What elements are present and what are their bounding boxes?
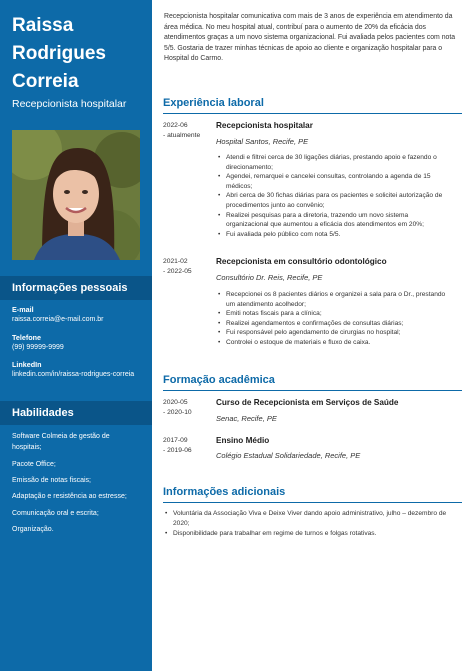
skill-item: Emissão de notas fiscais; (12, 477, 91, 484)
contact-label-email: E-mail (12, 305, 34, 314)
contact-value-linkedin: linkedin.com/in/raissa-rodrigues-correia (12, 371, 135, 378)
education-school: Colégio Estadual Solidariedade, Recife, PE (216, 451, 361, 460)
education-title: Curso de Recepcionista em Serviços de Saúde (216, 398, 399, 407)
experience-divider (163, 113, 462, 114)
skill-item: Comunicação oral e escrita; (12, 510, 99, 517)
additional-divider (163, 502, 462, 503)
additional-item: • Voluntária da Associação Viva e Deixe Viver dando apoio administrativo, julho – dezembro de 2020; (163, 509, 453, 529)
education-dates (163, 398, 211, 418)
contact-value-phone: (99) 99999-9999 (12, 344, 64, 351)
name-line-1: Raissa (12, 15, 74, 36)
job-bullet: • Fui avaliada pelo público com nota 5/5. (216, 230, 452, 240)
name-line-3: Correia (12, 71, 79, 92)
education-date-end: - 2019-06 (163, 447, 192, 454)
job-title: Recepcionista hospitalar (216, 121, 313, 130)
skill-item: Organização. (12, 526, 54, 533)
job-employer: Hospital Santos, Recife, PE (216, 137, 309, 146)
education-dates (163, 436, 211, 456)
profile-photo (12, 130, 140, 260)
job-bullets (216, 290, 452, 348)
job-bullet: • Controlei o estoque de materiais e fluxo de caixa. (216, 338, 452, 348)
job-date-start: 2022-06 (163, 122, 188, 129)
job-bullets (216, 153, 452, 239)
additional-heading: Informações adicionais (163, 486, 286, 498)
job-bullet: • Recepcionei os 8 pacientes diários e organizei a sala para o Dr., prestando um atendimento acolhedor; (216, 290, 452, 309)
education-date-start: 2020-05 (163, 399, 188, 406)
job-bullet: • Realizei agendamentos e confirmações de consultas diárias; (216, 319, 452, 329)
job-bullet: • Emiti notas fiscais para a clínica; (216, 309, 452, 319)
job-title: Recepcionista em consultório odontológico (216, 257, 387, 266)
skill-item: Adaptação e resistência ao estresse; (12, 493, 127, 500)
job-date-end: - atualmente (163, 132, 201, 139)
job-bullet: • Fui responsável pelo agendamento de cirurgias no hospital; (216, 328, 452, 338)
main-content (152, 0, 474, 671)
job-bullet: • Agendei, remarquei e cancelei consultas, controlando a agenda de 15 médicos; (216, 172, 452, 191)
additional-list (163, 509, 453, 539)
job-bullet: • Abri cerca de 30 fichas diárias para os pacientes e solicitei autorização de procedimentos junto ao convênio; (216, 191, 452, 210)
education-divider (163, 390, 462, 391)
sidebar (0, 0, 152, 671)
job-employer: Consultório Dr. Reis, Recife, PE (216, 273, 323, 282)
job-bullet: • Atendi e filtrei cerca de 30 ligações diárias, prestando apoio e fazendo o direcionamento; (216, 153, 452, 172)
skills-heading: Habilidades (0, 401, 152, 425)
contact-value-email: raissa.correia@e-mail.com.br (12, 316, 104, 323)
education-date-start: 2017-09 (163, 437, 188, 444)
additional-item: • Disponibilidade para trabalhar em regime de turnos e folgas rotativas. (163, 529, 453, 539)
candidate-role: Recepcionista hospitalar (12, 98, 127, 110)
contact-label-phone: Telefone (12, 333, 42, 342)
skill-item: Pacote Office; (12, 461, 56, 468)
job-date-end: - 2022-05 (163, 268, 192, 275)
contact-label-linkedin: LinkedIn (12, 360, 42, 369)
personal-info-heading: Informações pessoais (0, 276, 152, 300)
education-heading: Formação acadêmica (163, 374, 275, 386)
candidate-name (12, 12, 147, 96)
professional-summary: Recepcionista hospitalar comunicativa com mais de 3 anos de experiência em atendimento da área médica. No meu hospital atual, contribuí para o aumento de 20% da eficácia dos atendimentos graças a um novo sistema organizacional. Fui avaliada pelos pacientes com nota 5/5. Gostaria de trazer minhas técnicas de apoio ao cliente e organização hospitalar para o Hospital do Carmo. (164, 13, 456, 62)
job-dates (163, 121, 211, 141)
job-date-start: 2021-02 (163, 258, 188, 265)
experience-heading: Experiência laboral (163, 97, 264, 109)
name-line-2: Rodrigues (12, 43, 106, 64)
skill-item: Software Colmeia de gestão de hospitais; (12, 433, 110, 451)
job-dates (163, 257, 211, 277)
education-date-end: - 2020-10 (163, 409, 192, 416)
education-school: Senac, Recife, PE (216, 414, 277, 423)
job-bullet: • Realizei pesquisas para a diretoria, trazendo um novo sistema organizacional que aumentou a eficácia dos atendimentos em 20%; (216, 211, 452, 230)
education-title: Ensino Médio (216, 436, 270, 445)
